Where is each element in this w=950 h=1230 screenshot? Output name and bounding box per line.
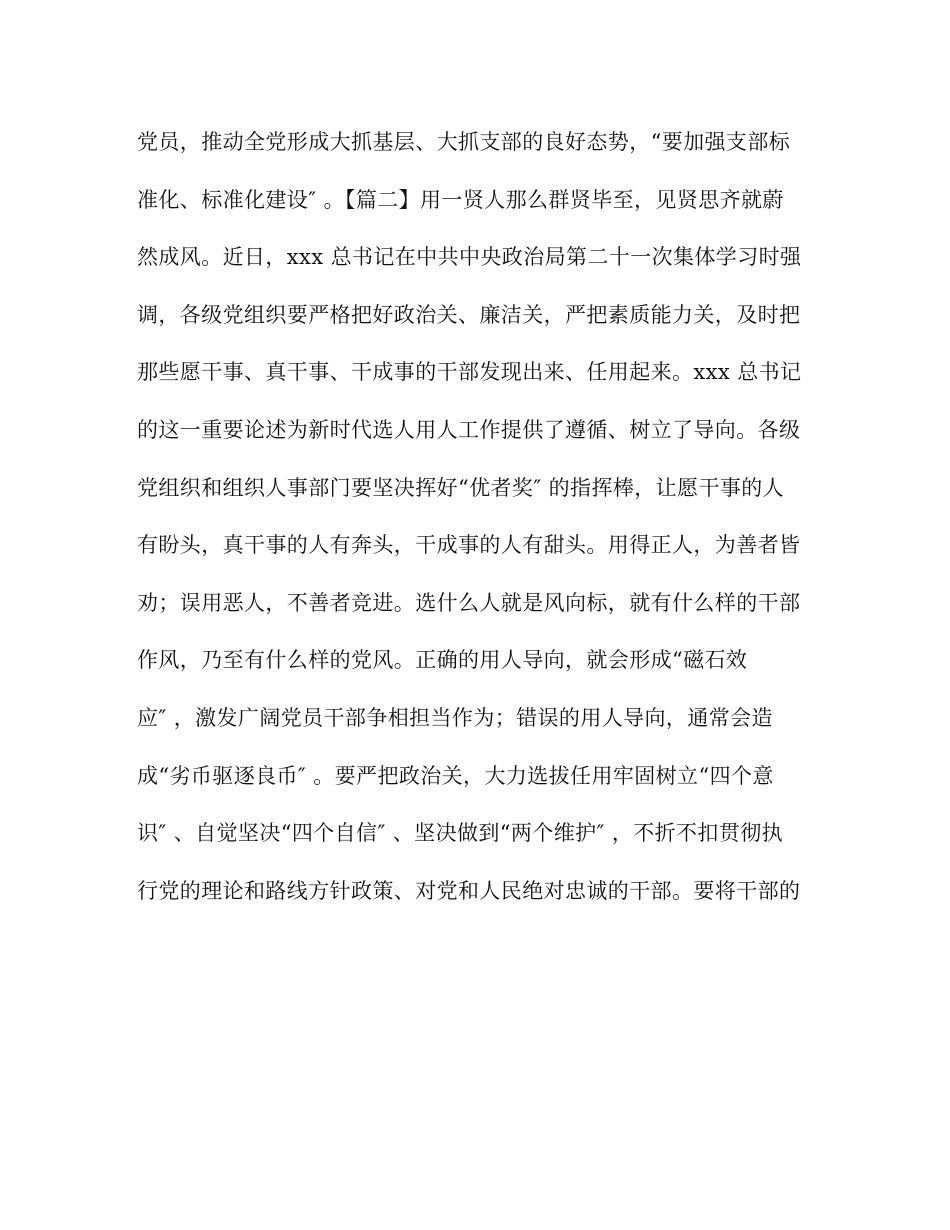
text-line: 作风，乃至有什么样的党风。正确的用人导向，就会形成“磁石效 [137,648,748,673]
body-text [137,120,827,926]
text-line: 有盼头，真干事的人有奔头，干成事的人有甜头。用得正人，为善者皆 [137,533,801,558]
text-line: 识″ 、自觉坚决“四个自信″ 、坚决做到“两个维护″ ，不折不扣贯彻执 [137,821,784,846]
text-line: 调，各级党组织要严格把好政治关、廉洁关，严把素质能力关，及时把 [137,302,801,327]
text-line: 党员，推动全党形成大抓基层、大抓支部的良好态势，“要加强支部标 [137,130,791,154]
text-line: 的这一重要论述为新时代选人用人工作提供了遵循、树立了导向。各级 [137,417,801,442]
text-line: 准化、标准化建设″ 。【篇二】用一贤人那么群贤毕至，见贤思齐就蔚 [137,187,784,212]
text-line: 行党的理论和路线方针政策、对党和人民绝对忠诚的干部。要将干部的 [137,878,801,903]
text-line: 那些愿干事、真干事、干成事的干部发现出来、任用起来。xxx 总书记 [137,360,802,385]
text-line: 党组织和组织人事部门要坚决挥好“优者奖″ 的指挥棒，让愿干事的人 [137,475,785,500]
text-line: 应″ ，激发广阔党员干部争相担当作为；错误的用人导向，通常会造 [137,705,773,730]
text-line: 劝；误用恶人，不善者竞进。选什么人就是风向标，就有什么样的干部 [137,590,801,615]
text-line: 成“劣币驱逐良币″ 。要严把政治关，大力选拔任用牢固树立“四个意 [137,763,774,788]
text-line: 然成风。近日，xxx 总书记在中共中央政治局第二十一次集体学习时强 [137,245,802,270]
